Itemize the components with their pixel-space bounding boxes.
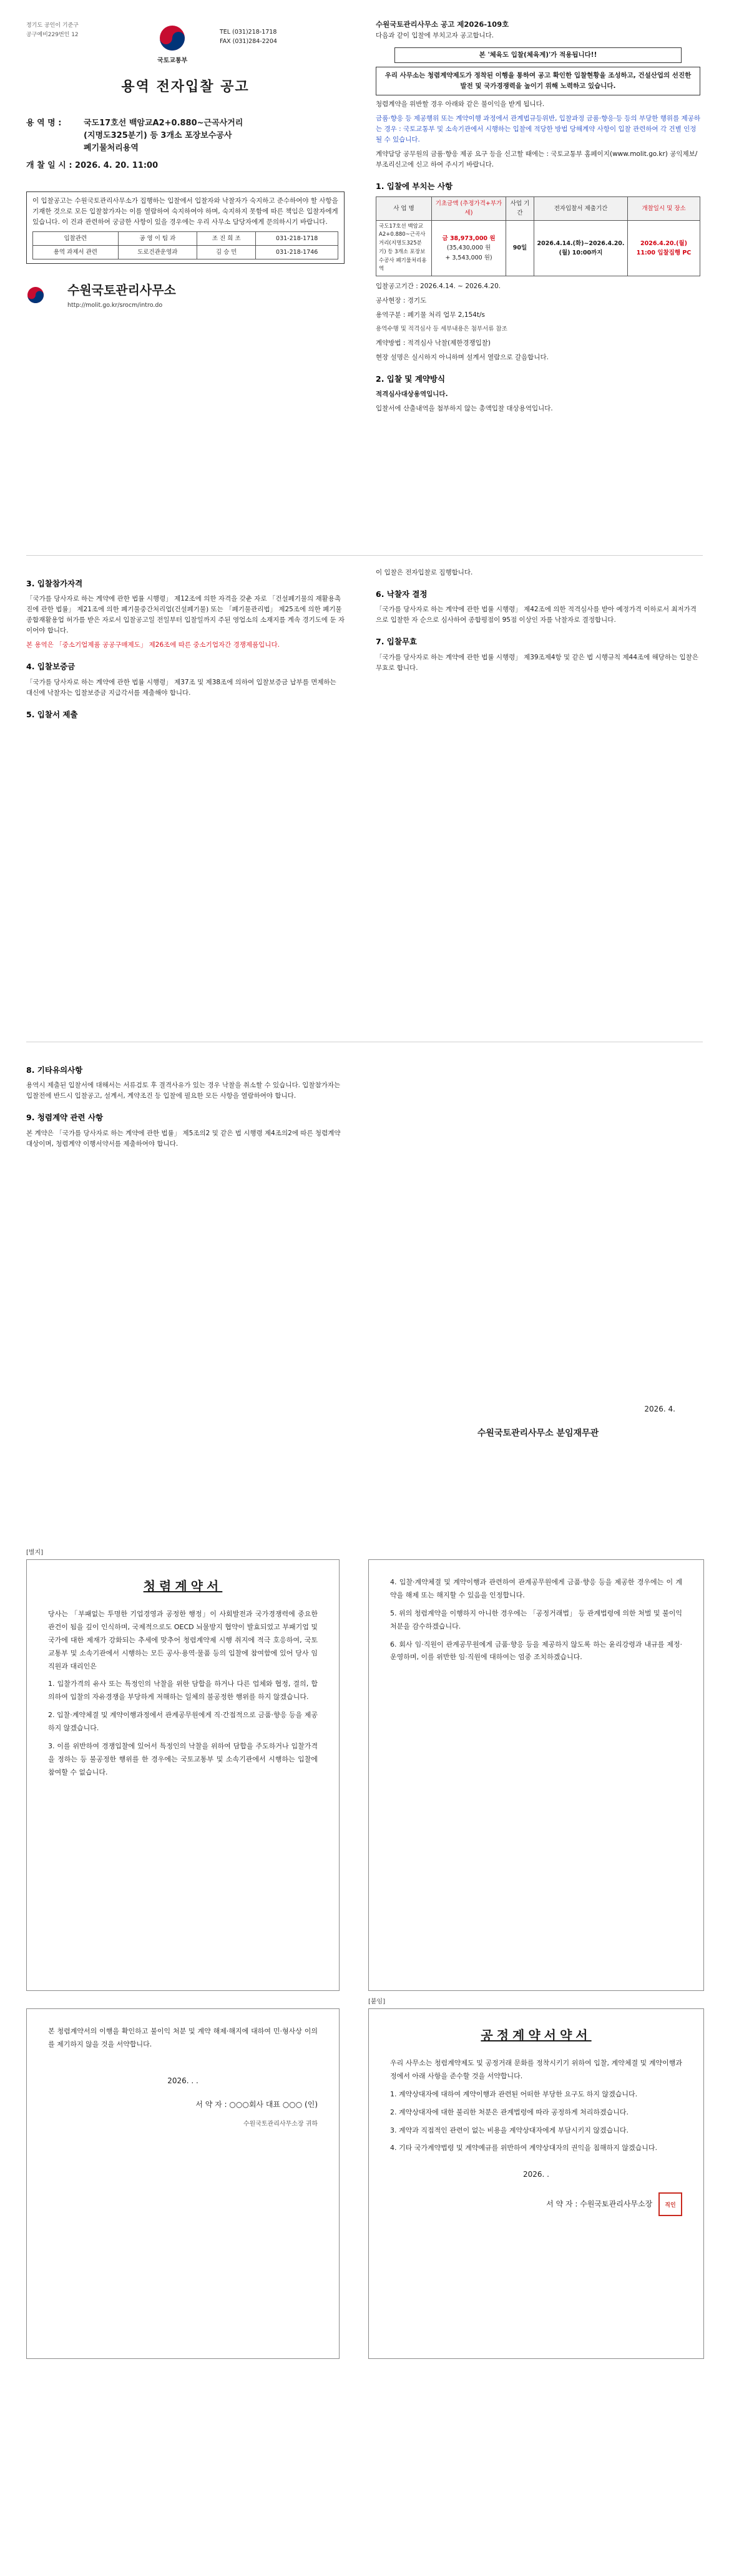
office-url[interactable]: http://molit.go.kr/srocm/intro.do <box>67 301 163 309</box>
section-1-title: 1. 입찰에 부치는 사항 <box>376 181 453 191</box>
left-column-2 <box>26 568 345 725</box>
opening-datetime: 개 찰 일 시 : 2026. 4. 20. 11:00 <box>26 161 159 171</box>
col-submit: 전자입찰서 제출기간 <box>534 196 628 220</box>
taegeuk-emblem-icon <box>158 24 187 52</box>
contract-item-5: 5. 위의 청렴계약을 이행하지 아니한 경우에는 「공정거래법」 등 관계법령에 의한 처벌 및 불이익 처분을 감수하겠습니다. <box>390 1609 682 1630</box>
s7-text: 「국가를 당사자로 하는 계약에 관한 법률 시행령」 제39조제4항 및 같은 법 시행규칙 제44조에 해당하는 입찰은 무효로 합니다. <box>376 653 698 672</box>
annex-tag-2: [붙임] <box>368 1998 386 2005</box>
contract-item-2: 2. 입찰·계약체결 및 계약이행과정에서 관계공무원에게 직·간접적으로 금품·향응 등을 제공하지 않겠습니다. <box>48 1711 318 1733</box>
official-seal: 직인 <box>658 2192 682 2216</box>
contract-page-3 <box>26 2008 340 2359</box>
amount-total: 금 38,973,000 원 <box>442 235 496 242</box>
ministry-logo-icon <box>26 284 64 306</box>
oath-intro: 우리 사무소는 청렴계약제도 및 공정거래 문화를 정착시키기 위하여 입찰, 계약체결 및 계약이행과정에서 아래 사항을 준수할 것을 서약합니다. <box>390 2059 682 2080</box>
s6-text: 「국가를 당사자로 하는 계약에 관한 법률 시행령」 제42조에 의한 적격심사를 받아 예정가격 이하로서 최저가격으로 입찰한 자 순으로 심사하여 종합평점이 95점 이상인 자를 낙찰자로 결정합니다. <box>376 606 697 624</box>
contract-item-1: 1. 입찰가격의 유사 또는 특정인의 낙찰을 위한 담합을 하거나 다른 업체와 협정, 결의, 합의하여 입찰의 자유경쟁을 부당하게 저해하는 일체의 불공정한 행위를 하지 않겠습니다. <box>48 1680 318 1702</box>
section-4-title: 4. 입찰보증금 <box>26 662 76 672</box>
contract-closing: 본 청렴계약서의 이행을 확인하고 불이익 처분 및 계약 해제·해지에 대하여 민·형사상 이의를 제기하지 않을 것을 서약합니다. <box>48 2027 318 2048</box>
contract-page-1 <box>26 1559 340 1991</box>
right-column-2 <box>376 568 700 677</box>
banner-text: 본 '체육도 입찰(체육계)'가 적용됩니다!! <box>479 51 597 59</box>
page1-divider-1 <box>26 555 703 556</box>
cell-submit: 2026.4.14.(화)~2026.4.20.(월) 10:00까지 <box>534 220 628 276</box>
col-open: 개찰일시 및 장소 <box>628 196 700 220</box>
contact-row <box>33 231 338 245</box>
col-amount: 기초금액 (추정가격+부가세) <box>432 196 506 220</box>
s1-item-3: 용역구분 : 폐기물 처리 업무 2,154t/s <box>376 311 485 319</box>
annex-tag: [별지] <box>26 1549 44 1556</box>
left-column <box>26 19 345 310</box>
oath-item-1: 1. 계약상대자에 대하여 계약이행과 관련된 어떠한 부당한 요구도 하지 않겠습니다. <box>390 2089 638 2098</box>
s3-warning: 본 용역은 「중소기업제품 공공구매제도」 제26조에 따른 중소기업자간 경쟁제품입니다. <box>26 641 280 649</box>
doc-header <box>26 19 345 94</box>
contract-addressee: 수원국토관리사무소장 귀하 <box>243 2120 318 2128</box>
cell-period: 90일 <box>506 220 534 276</box>
banner-box <box>394 47 682 63</box>
s3-text: 「국가를 당사자로 하는 계약에 관한 법률 시행령」 제12조에 의한 자격을 갖춘 자로 「건설폐기물의 재활용촉진에 관한 법률」 제21조에 의한 폐기물중간처리업(건설폐기물) 또는 「폐기물관리법」 제25조에 의한 폐기물종합재활용업 허가를 받은 자로서 입찰공고일 전일부터 입찰일까지 주된 영업소의 소재지를 계속 경기도에 둔 자이어야 합니다. <box>26 595 345 635</box>
issue-date: 2026. 4. <box>644 1405 675 1413</box>
r-s5-text: 이 입찰은 전자입찰로 집행합니다. <box>376 569 473 576</box>
s2-item-2: 입찰서에 산출내역을 첨부하지 않는 총액입찰 대상용역입니다. <box>376 404 553 412</box>
office-name: 수원국토관리사무소 <box>67 283 176 298</box>
subject-block <box>26 117 345 173</box>
oath-item-4: 4. 기타 국가계약법령 및 계약예규를 위반하여 계약상대자의 권익을 침해하지 않겠습니다. <box>390 2144 657 2152</box>
contract-item-4: 4. 입찰·계약체결 및 계약이행과 관련하여 관계공무원에게 금품·향응 등을 제공한 경우에는 이 계약을 해제 또는 해지할 수 있음을 인정합니다. <box>390 1578 682 1599</box>
cell-amount <box>432 220 506 276</box>
office-block <box>26 280 345 310</box>
header-line-1: 정기도 공인이 기준구 <box>26 22 79 29</box>
col-period: 사업 기간 <box>506 196 534 220</box>
issuer-name: 수원국토관리사무소 분임재무관 <box>477 1428 599 1439</box>
notice-item-1: 청렴계약을 위반할 경우 아래와 같은 불이익을 받게 됩니다. <box>376 100 545 108</box>
section-2-title: 2. 입찰 및 계약방식 <box>376 374 446 384</box>
amount-vat: + 3,543,000 원) <box>445 254 492 261</box>
issuer-block <box>376 1403 700 1441</box>
page-title: 용역 전자입찰 공고 <box>121 79 250 95</box>
contact-table <box>32 231 338 260</box>
subject-label: 용 역 명 : <box>26 119 62 128</box>
contact-cell: 입찰관련 <box>33 231 119 245</box>
section-3-title: 3. 입찰참가자격 <box>26 579 83 588</box>
s1-item-1: 입찰공고기간 : 2026.4.14. ~ 2026.4.20. <box>376 283 501 291</box>
s2-item-1: 적격심사대상용역입니다. <box>376 390 448 398</box>
cell-open: 2026.4.20.(월) 11:00 입찰집행 PC <box>628 220 700 276</box>
bid-table <box>376 196 700 276</box>
contract-title: 청렴계약서 <box>143 1579 223 1594</box>
contact-cell: 공 영 이 팀 과 <box>118 231 197 245</box>
oath-item-3: 3. 계약과 직접적인 관련이 없는 비용을 계약상대자에게 부담시키지 않겠습니다. <box>390 2126 629 2134</box>
banner-sub-text: 우리 사무소는 청렴계약제도가 정착된 이행을 통하여 공고 확인한 입찰현황을 조성하고, 건설산업의 선진한 발전 및 국가경쟁력을 높이기 위해 노력하고 있습니다. <box>384 71 692 90</box>
contact-row <box>33 245 338 259</box>
section-7-title: 7. 입찰무효 <box>376 637 418 647</box>
s1-item-4: 용역수행 및 적격심사 등 세부내용은 첨부서류 참조 <box>376 326 507 333</box>
intro-text: 이 입찰공고는 수원국토관리사무소가 집행하는 입찰에서 입찰자와 낙찰자가 숙지하고 준수하여야 할 사항을 기재한 것으로 모든 입찰참가자는 이를 열람하여 숙지하여야 하며, 숙지하지 못함에 따른 책임은 입찰자에게 있습니다. 이 건과 관련하여 궁금한 사항이 있을 경우에는 우리 사무소 담당자에게 문의하시기 바랍니다. <box>32 196 338 226</box>
section-6-title: 6. 낙찰자 결정 <box>376 589 428 599</box>
intro-box <box>26 191 345 264</box>
contact-cell: 031-218-1746 <box>256 245 338 259</box>
col-name: 사 업 명 <box>376 196 432 220</box>
oath-title: 공정계약서약서 <box>481 2028 592 2043</box>
notice-item-2: 금품·향응 등 제공행위 또는 계약이행 과정에서 관계법규등위반, 입찰과정 금품·향응·등 등의 부당한 행위를 제공하는 경우 : 국토교통부 및 소속기관에서 시행하는 입찰에 적당한 방법 당해계약 사항이 입찰 관련하여 각 건별 인정될 수 있습니다. <box>376 114 700 143</box>
amount-base: (35,430,000 원 <box>446 245 491 252</box>
section-1-list <box>376 281 700 362</box>
s9-text: 본 계약은 「국가를 당사자로 하는 계약에 관한 법률」 제5조의2 및 같은 법 시행령 제4조의2에 따른 청렴계약 대상이며, 청렴계약 이행서약서를 제출하여야 합니다. <box>26 1129 341 1148</box>
contact-cell: 도로건관운영과 <box>118 245 197 259</box>
notice-list <box>376 99 700 170</box>
s1-item-5: 계약방법 : 적격심사 낙찰(제한경쟁입찰) <box>376 339 491 347</box>
oath-page <box>368 2008 704 2359</box>
section-8-title: 8. 기타유의사항 <box>26 1065 83 1075</box>
contract-intro: 당사는 「부패없는 투명한 기업경영과 공정한 행정」이 사회발전과 국가경쟁력에 중요한 관건이 됨을 깊이 인식하며, 국제적으로도 OECD 뇌물방지 협약이 발효되었고 부패기업 및 국가에 대한 제재가 강화되는 추세에 맞추어 청렴계약제 시행 취지에 적극 호응하여, 국토교통부 및 소속기관에서 시행하는 모든 공사·용역·물품 등의 입찰에 참여함에 있어 당사 임직원과 대리인은 <box>48 1610 318 1670</box>
subject-line-2: (지명도325분기) 등 3개소 포장보수공사 <box>84 131 232 141</box>
contact-cell: 김 승 민 <box>197 245 255 259</box>
s4-text: 「국가를 당사자로 하는 계약에 관한 법률 시행령」 제37조 및 제38조에 의하여 입찰보증금 납부를 면제하는 대신에 낙찰자는 입찰보증금 지급각서를 제출해야 합니다. <box>26 678 336 697</box>
header-tel: TEL (031)218-1718 <box>220 29 277 36</box>
notice-item-3: 계약담당 공무원의 금품·향응 제공 요구 등을 신고할 때에는 : 국토교통부 홈페이지(www.molit.go.kr) 공익제보/부조리신고에 신고 하여 주시기 바랍니다. <box>376 150 698 168</box>
contact-cell: 조 진 희 조 <box>197 231 255 245</box>
s8-text: 용역시 제출된 입찰서에 대해서는 서류검토 후 결격사유가 있는 경우 낙찰을 취소할 수 있습니다. 입찰참가자는 입찰전에 반드시 입찰공고, 설계서, 계약조건 등 입찰에 필요한 모든 사항을 열람하여야 합니다. <box>26 1082 341 1100</box>
notice-sub: 다음과 같이 입찰에 부치고자 공고합니다. <box>376 31 494 39</box>
left-column-3 <box>26 1054 345 1153</box>
subject-line-3: 폐기물처리용역 <box>84 143 139 153</box>
section-9-title: 9. 청렴계약 관련 사항 <box>26 1113 104 1123</box>
header-line-2: 공구예비229번인 12 <box>26 31 79 38</box>
contract-signer: 서 약 자 : ○○○회사 대표 ○○○ (인) <box>195 2099 318 2109</box>
cell-name: 국도17호선 백암교A2+0.880~근곡사거리(지명도325분기) 등 3개소 포장보수공사 폐기물처리용역 <box>376 220 432 276</box>
contract-page-2 <box>368 1559 704 1991</box>
right-column <box>376 19 700 418</box>
oath-signer: 서 약 자 : 수원국토관리사무소장 <box>546 2199 653 2209</box>
ministry-caption: 국토교통부 <box>157 57 188 64</box>
oath-date: 2026. . <box>523 2170 549 2179</box>
notice-page-1 <box>26 19 703 1828</box>
s1-item-6: 현장 설명은 실시하지 아니하며 설계서 열람으로 갈음합니다. <box>376 353 549 361</box>
ministry-logo <box>157 24 187 66</box>
contract-item-6: 6. 회사 임·직원이 관계공무원에게 금품·향응 등을 제공하지 않도록 하는 윤리강령과 내규를 제정·운영하며, 이를 위반한 임·직원에 대하여는 엄중 조치하겠습니다. <box>390 1640 682 1662</box>
section-5-title: 5. 입찰서 제출 <box>26 709 78 719</box>
contact-cell: 031-218-1718 <box>256 231 338 245</box>
contact-cell: 용역 과제서 관련 <box>33 245 119 259</box>
contract-item-3: 3. 이를 위반하여 경쟁입찰에 있어서 특정인의 낙찰을 위하여 담합을 주도하거나 입찰가격을 정하는 등 불공정한 행위를 한 경우에는 국토교통부 및 소속기관에서 시행하는 입찰에 참여할 수 없습니다. <box>48 1742 318 1776</box>
oath-item-2: 2. 계약상대자에 대한 불리한 처분은 관계법령에 따라 공정하게 처리하겠습니다. <box>390 2108 629 2116</box>
banner-sub-box <box>376 67 700 95</box>
subject-line-1: 국도17호선 백암교A2+0.880~근곡사거리 <box>84 119 243 128</box>
notice-number: 수원국토관리사무소 공고 제2026-109호 <box>376 20 509 29</box>
oath-signer-row <box>390 2192 682 2216</box>
s1-item-2: 공사현장 : 경기도 <box>376 297 427 305</box>
header-fax: FAX (031)284-2204 <box>220 38 277 46</box>
contract-date: 2026. . . <box>167 2076 198 2085</box>
